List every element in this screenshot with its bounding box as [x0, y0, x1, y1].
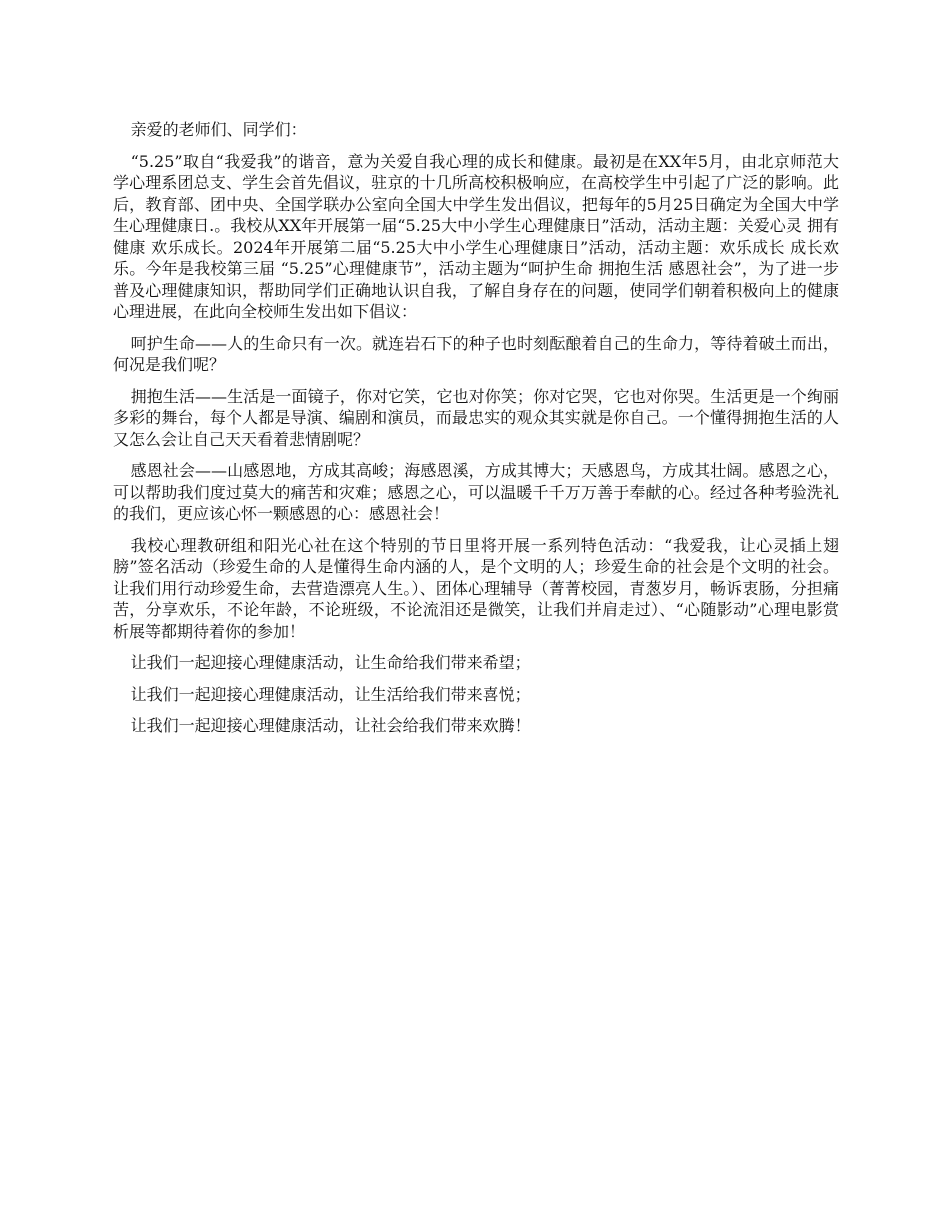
- cherish-life-paragraph: 呵护生命——人的生命只有一次。就连岩石下的种子也时刻酝酿着自己的生命力，等待着破土而出，何况是我们呢？: [113, 333, 839, 374]
- gratitude-paragraph: 感恩社会——山感恩地，方成其高峻；海感恩溪，方成其博大；天感恩鸟，方成其壮阔。感恩之心，可以帮助我们度过莫大的痛苦和灾难；感恩之心，可以温暖千千万万善于奉献的心。经过各种考验洗礼的我们，更应该心怀一颗感恩的心：感恩社会！: [113, 461, 839, 523]
- intro-paragraph: “5.25”取自“我爱我”的谐音，意为关爱自我心理的成长和健康。最初是在XX年5月，由北京师范大学心理系团总支、学生会首先倡议，驻京的十几所高校积极响应，在高校学生中引起了广泛的影响。此后，教育部、团中央、全国学联办公室向全国大中学生发出倡议，把每年的5月25日确定为全国大中学生心理健康日.。我校从XX年开展第一届“5.25大中小学生心理健康日”活动，活动主题：关爱心灵 拥有健康 欢乐成长。2024年开展第二届“5.25大中小学生心理健康日”活动，活动主题：欢乐成长 成长欢乐。今年是我校第三届 “5.25”心理健康节”，活动主题为“呵护生命 拥抱生活 感恩社会”，为了进一步普及心理健康知识，帮助同学们正确地认识自我，了解自身存在的问题，使同学们朝着积极向上的健康心理进展，在此向全校师生发出如下倡议：: [113, 151, 839, 321]
- closing-line-hope: 让我们一起迎接心理健康活动，让生命给我们带来希望；: [130, 653, 531, 672]
- greeting: 亲爱的老师们、同学们：: [130, 120, 307, 139]
- activities-paragraph: 我校心理教研组和阳光心社在这个特别的节日里将开展一系列特色活动：“我爱我，让心灵插上翅膀”签名活动（珍爱生命的人是懂得生命内涵的人，是个文明的人；珍爱生命的社会是个文明的社会。让我们用行动珍爱生命，去营造漂亮人生。）、团体心理辅导（菁菁校园，青葱岁月，畅诉衷肠，分担痛苦，分享欢乐，不论年龄，不论班级，不论流泪还是微笑，让我们并肩走过）、“心随影动”心理电影赏析展等都期待着你的参加！: [113, 535, 839, 641]
- embrace-life-paragraph: 拥抱生活——生活是一面镜子，你对它笑，它也对你笑；你对它哭，它也对你哭。生活更是一个绚丽多彩的舞台，每个人都是导演、编剧和演员，而最忠实的观众其实就是你自己。一个懂得拥抱生活的人又怎么会让自己天天看着悲情剧呢？: [113, 386, 839, 449]
- closing-line-joy: 让我们一起迎接心理健康活动，让生活给我们带来喜悦；: [130, 684, 531, 704]
- closing-line-celebration: 让我们一起迎接心理健康活动，让社会给我们带来欢腾！: [130, 716, 531, 735]
- document-body: [113, 119, 839, 747]
